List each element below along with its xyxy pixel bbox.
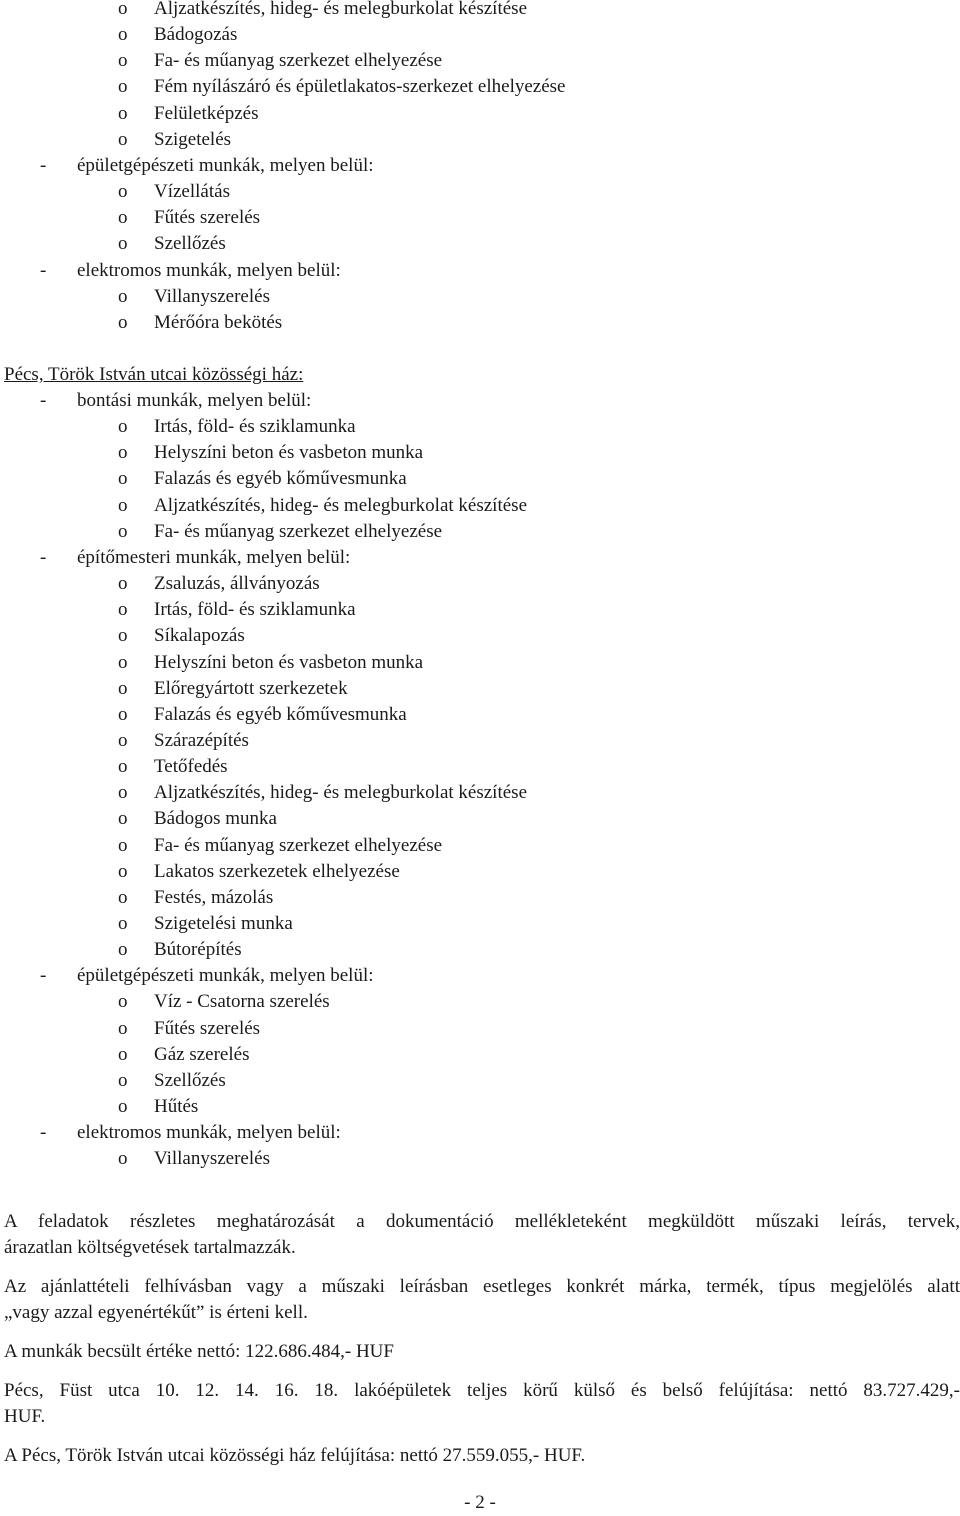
circle-bullet: o — [118, 128, 128, 150]
dash-bullet: - — [40, 154, 47, 176]
list-item-text: Gáz szerelés — [154, 1043, 250, 1065]
circle-bullet: o — [118, 1148, 128, 1170]
paragraph-community-house-value: A Pécs, Török István utcai közösségi ház felújítása: nettó 27.559.055,- HUF. — [4, 1445, 586, 1466]
list-item-text: Szellőzés — [154, 1069, 226, 1091]
circle-bullet: o — [118, 1017, 128, 1039]
circle-bullet: o — [118, 1069, 128, 1091]
list-item-text: Fa- és műanyag szerkezet elhelyezése — [154, 50, 443, 72]
list-item-text: Fa- és műanyag szerkezet elhelyezése — [154, 834, 443, 856]
dash-bullet: - — [40, 965, 47, 987]
list-item-text: Szigetelés — [154, 128, 232, 150]
circle-bullet: o — [118, 102, 128, 124]
circle-bullet: o — [118, 207, 128, 229]
dash-bullet: - — [40, 1122, 47, 1144]
circle-bullet: o — [118, 756, 128, 778]
list-item-text: Fűtés szerelés — [154, 1017, 261, 1039]
list-item-text: Irtás, föld- és sziklamunka — [154, 416, 356, 438]
circle-bullet: o — [118, 233, 128, 255]
page-number: - 2 - — [464, 1492, 496, 1513]
dash-bullet: - — [40, 259, 47, 281]
list-item-text: Fém nyílászáró és épületlakatos-szerkezet elhelyezése — [154, 76, 566, 98]
circle-bullet: o — [118, 834, 128, 856]
list-item-text: Fűtés szerelés — [154, 207, 261, 229]
circle-bullet: o — [118, 311, 128, 333]
list-item-text: Előregyártott szerkezetek — [154, 677, 348, 699]
circle-bullet: o — [118, 782, 128, 804]
list-item-text: Lakatos szerkezetek elhelyezése — [154, 860, 400, 882]
circle-bullet: o — [118, 808, 128, 830]
list-item-text: Hűtés — [154, 1096, 199, 1118]
circle-bullet: o — [118, 1043, 128, 1065]
list-item-text: épületgépészeti munkák, melyen belül: — [77, 154, 374, 176]
circle-bullet: o — [118, 913, 128, 934]
circle-bullet: o — [118, 625, 128, 647]
circle-bullet: o — [118, 181, 128, 203]
list-item-text: Helyszíni beton és vasbeton munka — [154, 442, 424, 464]
list-item-text: Helyszíni beton és vasbeton munka — [154, 651, 424, 673]
list-item-text: Mérőóra bekötés — [154, 311, 283, 333]
list-item-text: Fa- és műanyag szerkezet elhelyezése — [154, 520, 443, 542]
list-item-text: Irtás, föld- és sziklamunka — [154, 599, 356, 621]
paragraph-estimated-value: A munkák becsült értéke nettó: 122.686.484,- HUF — [4, 1341, 394, 1362]
circle-bullet: o — [118, 442, 128, 464]
list-item-text: Falazás és egyéb kőművesmunka — [154, 703, 407, 725]
dash-bullet: - — [40, 546, 47, 568]
circle-bullet: o — [118, 494, 128, 516]
circle-bullet: o — [118, 468, 128, 490]
list-item-text: Vízellátás — [154, 181, 230, 203]
list-item-text: Aljzatkészítés, hideg- és melegburkolat készítése — [154, 494, 528, 516]
list-item-text: Villanyszerelés — [154, 1148, 270, 1170]
dash-bullet: - — [40, 390, 47, 411]
list-item-text: Aljzatkészítés, hideg- és melegburkolat készítése — [154, 0, 528, 19]
list-item-text: Bádogozás — [154, 24, 238, 46]
circle-bullet: o — [118, 991, 128, 1013]
section-heading: Pécs, Török István utcai közösségi ház: — [4, 364, 304, 385]
list-item-text: Szellőzés — [154, 233, 226, 255]
circle-bullet: o — [118, 76, 128, 98]
paragraph-equivalence-line-2: „vagy azzal egyenértékűt” is érteni kell. — [4, 1302, 308, 1323]
circle-bullet: o — [118, 520, 128, 542]
list-item-text: Bútorépítés — [154, 939, 242, 961]
list-item-text: építőmesteri munkák, melyen belül: — [77, 546, 351, 568]
paragraph-fust-utca-value-line-1: Pécs, Füst utca 10. 12. 14. 16. 18. lakóépületek teljes körű külső és belső felújítása: nettó 83.727.429,- — [4, 1380, 960, 1401]
circle-bullet: o — [118, 50, 128, 72]
circle-bullet: o — [118, 729, 128, 751]
circle-bullet: o — [118, 860, 128, 882]
circle-bullet: o — [118, 677, 128, 699]
circle-bullet: o — [118, 599, 128, 621]
list-item-text: bontási munkák, melyen belül: — [77, 390, 312, 411]
circle-bullet: o — [118, 416, 128, 438]
list-item-text: Falazás és egyéb kőművesmunka — [154, 468, 407, 490]
list-item-text: Festés, mázolás — [154, 886, 274, 908]
circle-bullet: o — [118, 703, 128, 725]
circle-bullet: o — [118, 0, 128, 19]
list-item-text: Aljzatkészítés, hideg- és melegburkolat készítése — [154, 782, 528, 804]
paragraph-fust-utca-value-line-2: HUF. — [4, 1406, 46, 1427]
list-item-text: Bádogos munka — [154, 808, 277, 830]
list-item-text: Tetőfedés — [154, 756, 228, 778]
circle-bullet: o — [118, 886, 128, 908]
list-item-text: Szárazépítés — [154, 729, 249, 751]
list-item-text: elektromos munkák, melyen belül: — [77, 1122, 341, 1144]
list-item-text: Villanyszerelés — [154, 285, 270, 307]
list-item-text: Zsaluzás, állványozás — [154, 573, 320, 595]
list-item-text: Víz - Csatorna szerelés — [154, 991, 330, 1013]
paragraph-scope-line-2: árazatlan költségvetések tartalmazzák. — [4, 1237, 296, 1258]
paragraph-equivalence-line-1: Az ajánlattételi felhívásban vagy a műszaki leírásban esetleges konkrét márka, termék, típus megjelölés alatt — [4, 1276, 960, 1297]
circle-bullet: o — [118, 1096, 128, 1118]
paragraph-scope-line-1: A feladatok részletes meghatározását a dokumentáció mellékleteként megküldött műszaki leírás, tervek, — [4, 1211, 960, 1232]
list-item-text: Felületképzés — [154, 102, 259, 124]
list-item-text: Szigetelési munka — [154, 913, 293, 934]
circle-bullet: o — [118, 573, 128, 595]
list-item-text: Síkalapozás — [154, 625, 245, 647]
circle-bullet: o — [118, 651, 128, 673]
circle-bullet: o — [118, 285, 128, 307]
list-item-text: épületgépészeti munkák, melyen belül: — [77, 965, 374, 987]
list-item-text: elektromos munkák, melyen belül: — [77, 259, 341, 281]
circle-bullet: o — [118, 939, 128, 961]
circle-bullet: o — [118, 24, 128, 46]
